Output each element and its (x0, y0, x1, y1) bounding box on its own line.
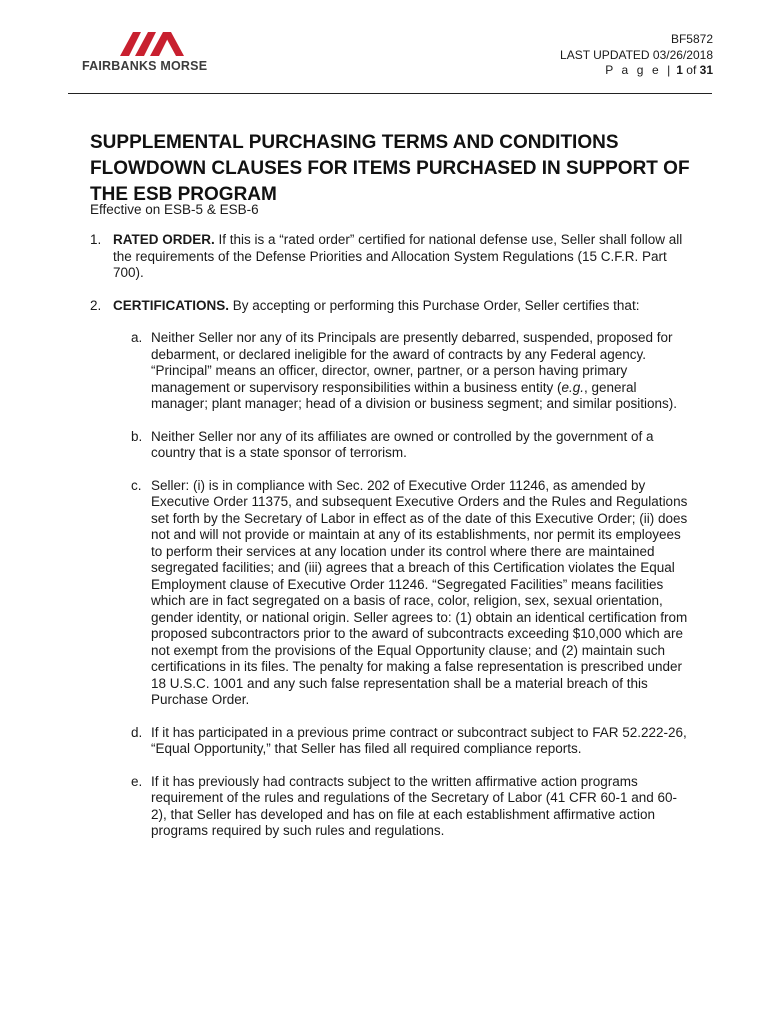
section-heading: RATED ORDER. (113, 232, 215, 247)
logo-mark-icon (120, 32, 186, 56)
item-letter: a. (131, 330, 143, 345)
section-number: 1. (90, 232, 102, 247)
certification-item (131, 725, 690, 758)
section-text: If this is a “rated order” certified for national defense use, Seller shall follow all the requirements of the Defense Priorities and Allocation System Regulations (15 C.F.R. Part 700). (113, 232, 683, 280)
certification-item (131, 478, 690, 709)
document-meta (560, 32, 713, 79)
page-label: P a g e | (605, 63, 673, 77)
section-heading: CERTIFICATIONS. (113, 297, 229, 313)
page-of: of (686, 63, 697, 77)
certification-item (131, 330, 690, 413)
logo-wordmark: FAIRBANKS MORSE (82, 59, 208, 73)
item-text: If it has participated in a previous prime contract or subcontract subject to FAR 52.222-26, “Equal Opportunity,” that Seller has filed all required compliance reports. (151, 724, 687, 756)
certification-item (131, 429, 690, 462)
header-divider (68, 93, 712, 94)
page-total: 31 (699, 63, 713, 77)
item-letter: c. (131, 477, 142, 493)
section-text: By accepting or performing this Purchase Order, Seller certifies that: (232, 297, 640, 313)
item-text: Neither Seller nor any of its affiliates are owned or controlled by the government of a country that is a state sponsor of terrorism. (151, 428, 654, 460)
item-letter: d. (131, 724, 143, 740)
last-updated: LAST UPDATED 03/26/2018 (560, 47, 713, 62)
section-number: 2. (90, 297, 102, 313)
document-body (90, 232, 690, 856)
section-rated-order (90, 232, 690, 282)
item-letter: b. (131, 428, 143, 444)
item-text: Seller: (i) is in compliance with Sec. 202 of Executive Order 11246, as amended by Executive Order 11375, and subsequent Executive Orders and the Rules and Regulations set forth by the Secretary of Labor in effect as of the date of this Executive Order; (ii) does not and will not provide or maintain at any of its establishments, nor permit its employees to perform their services at any location under its control where there are maintained segregated facilities; and (iii) agrees that a breach of this Certification violates the Equal Employment clause of Executive Order 11246. “Segregated Facilities” means facilities which are in fact segregated on a basis of race, color, religion, sex, sexual orientation, gender identity, or national origin. Seller agrees to: (1) obtain an identical certification from proposed subcontractors prior to the award of subcontracts exceeding $10,000 which are not exempt from the provisions of the Equal Opportunity clause; and (2) maintain such certifications in its files. The penalty for making a false representation is prescribed under 18 U.S.C. 1001 and any such false representation shall be a material breach of this Purchase Order. (151, 477, 688, 707)
effective-note: Effective on ESB-5 & ESB-6 (90, 202, 259, 217)
document-id: BF5872 (670, 32, 713, 46)
item-text: Neither Seller nor any of its Principals are presently debarred, suspended, proposed for debarment, or declared ineligible for the award of contracts by any Federal agency. “Principal” means an officer, director, owner, partner, or a person having primary management or supervisory responsibilities within a business entity (e.g., general manager; plant manager; head of a division or business segment; and similar positions). (151, 330, 678, 411)
document-title: SUPPLEMENTAL PURCHASING TERMS AND CONDITIONS FLOWDOWN CLAUSES FOR ITEMS PURCHASED IN SUPPORT OF THE ESB PROGRAM (90, 132, 690, 205)
certification-item (131, 774, 690, 840)
item-letter: e. (131, 773, 143, 789)
section-certifications (90, 298, 690, 315)
page-indicator (560, 63, 713, 79)
item-text: If it has previously had contracts subject to the written affirmative action programs requirement of the rules and regulations of the Secretary of Labor (41 CFR 60-1 and 60-2), that Seller has developed and has on file at each establishment affirmative action programs required by such rules and regulations. (151, 773, 678, 838)
certification-list (131, 330, 690, 840)
company-logo (82, 32, 228, 73)
page-current: 1 (676, 63, 683, 77)
